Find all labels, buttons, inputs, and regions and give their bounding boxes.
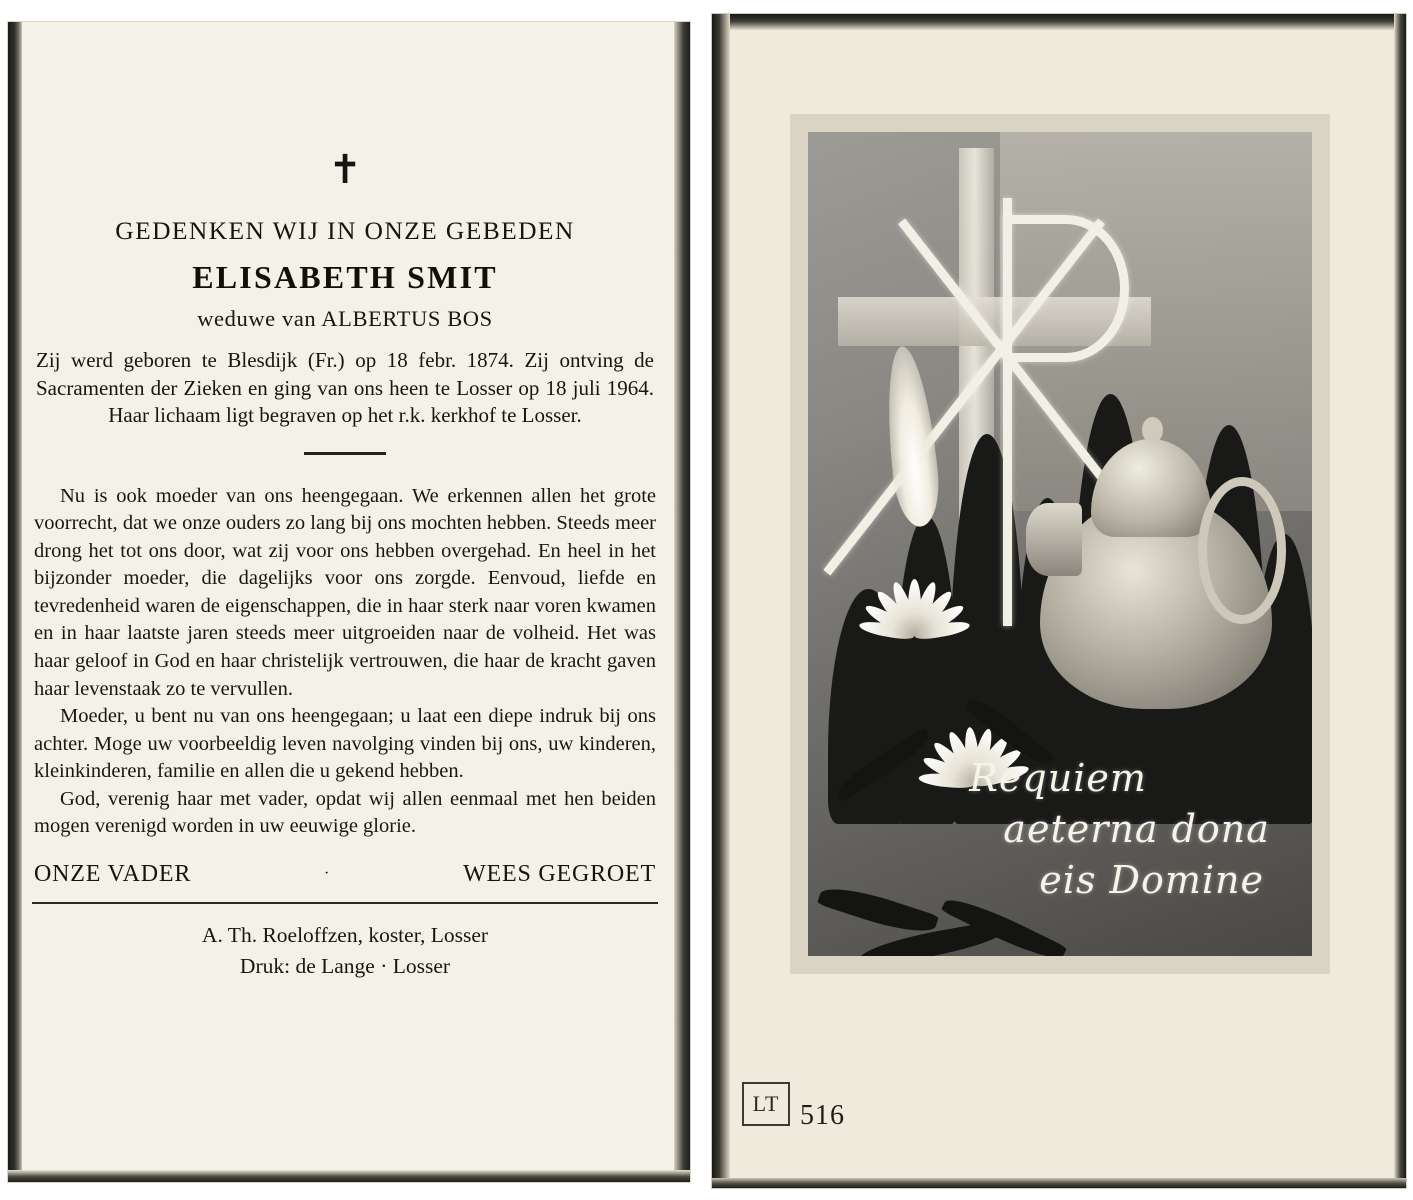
right-page-edge-top xyxy=(712,14,1406,30)
page-edge-shadow-right xyxy=(674,22,690,1182)
right-page-edge-left xyxy=(712,14,730,1188)
body-paragraph-1: Nu is ook moeder van ons heengegaan. We erkennen allen het grote voorrecht, dat we onze ouders zo lang bij ons mochten hebben. Steeds meer drong het tot ons door, wat zij voor ons hebben overgehad. En heel in het bijzonder moeder, die dagelijks voor ons zorgde. Eenvoud, liefde en tevredenheid waren de eigenschappen, die in haar sterk naar voren kwamen en in haar laatste jaren steeds meer uitgroeiden naar de volheid. Het was haar geloof in God en haar christelijk vertrouwen, die haar de kracht gaven haar levenstaak zo te vervullen. xyxy=(34,484,656,700)
latin-inscription xyxy=(969,753,1292,907)
credit-printer: Druk: de Lange · Losser xyxy=(239,954,451,979)
prayer-wees-gegroet: WEES GEGROET xyxy=(463,860,656,887)
memorial-card-left-page xyxy=(8,22,690,1182)
memorial-card-right-page xyxy=(712,14,1406,1188)
printer-mark: LT xyxy=(742,1082,790,1126)
inscription-line-3: eis Domine xyxy=(1039,858,1265,903)
page-edge-shadow-bottom xyxy=(8,1170,690,1182)
memorial-body xyxy=(30,483,660,841)
body-paragraph-2: Moeder, u bent nu van ons heengegaan; u laat een diepe indruk bij ons achter. Moge uw voorbeeldig leven navolging vinden bij ons, uw kinderen, kleinkinderen, familie en allen die u gekend hebben. xyxy=(34,705,656,783)
oil-lamp-icon xyxy=(1040,495,1272,709)
deceased-name: ELISABETH SMIT xyxy=(192,259,498,295)
biography-text: Zij werd geboren te Blesdijk (Fr.) op 18 febr. 1874. Zij ontving de Sacramenten der Zieken en ging van ons heen te Losser op 18 juli 1964. Haar lichaam ligt begraven op het r.k. kerkhof te Losser. xyxy=(36,348,654,428)
cross-icon: ✝ xyxy=(328,147,362,193)
lamp-spout xyxy=(1026,503,1082,576)
deceased-relation: weduwe van ALBERTUS BOS xyxy=(197,306,493,331)
printer-credits xyxy=(30,920,660,982)
illustration-frame xyxy=(808,132,1312,956)
lamp-handle xyxy=(1198,477,1286,624)
inscription-line-2: aeterna dona xyxy=(1003,806,1270,851)
inscription-line-1: Requiem xyxy=(969,755,1147,800)
prayer-line xyxy=(30,861,660,888)
chi-rho-rho-loop xyxy=(1003,215,1129,362)
reference-number: 516 xyxy=(800,1100,845,1131)
page-edge-shadow-left xyxy=(8,22,22,1182)
footer-rule xyxy=(32,902,658,904)
holy-card-illustration xyxy=(790,114,1330,974)
body-paragraph-3: God, verenig haar met vader, opdat wij allen eenmaal met hen beiden mogen verenigd worden in uw eeuwige glorie. xyxy=(34,787,656,838)
left-page-content xyxy=(30,50,660,1158)
prayer-separator: · xyxy=(324,865,331,883)
lamp-knob xyxy=(1142,417,1163,443)
prayer-onze-vader: ONZE VADER xyxy=(34,860,192,887)
right-page-edge-bottom xyxy=(712,1178,1406,1188)
right-page-edge-right xyxy=(1394,14,1406,1188)
divider xyxy=(304,452,386,455)
memorial-heading: GEDENKEN WIJ IN ONZE GEBEDEN xyxy=(115,216,575,245)
credit-sacristan: A. Th. Roeloffzen, koster, Losser xyxy=(201,922,489,947)
